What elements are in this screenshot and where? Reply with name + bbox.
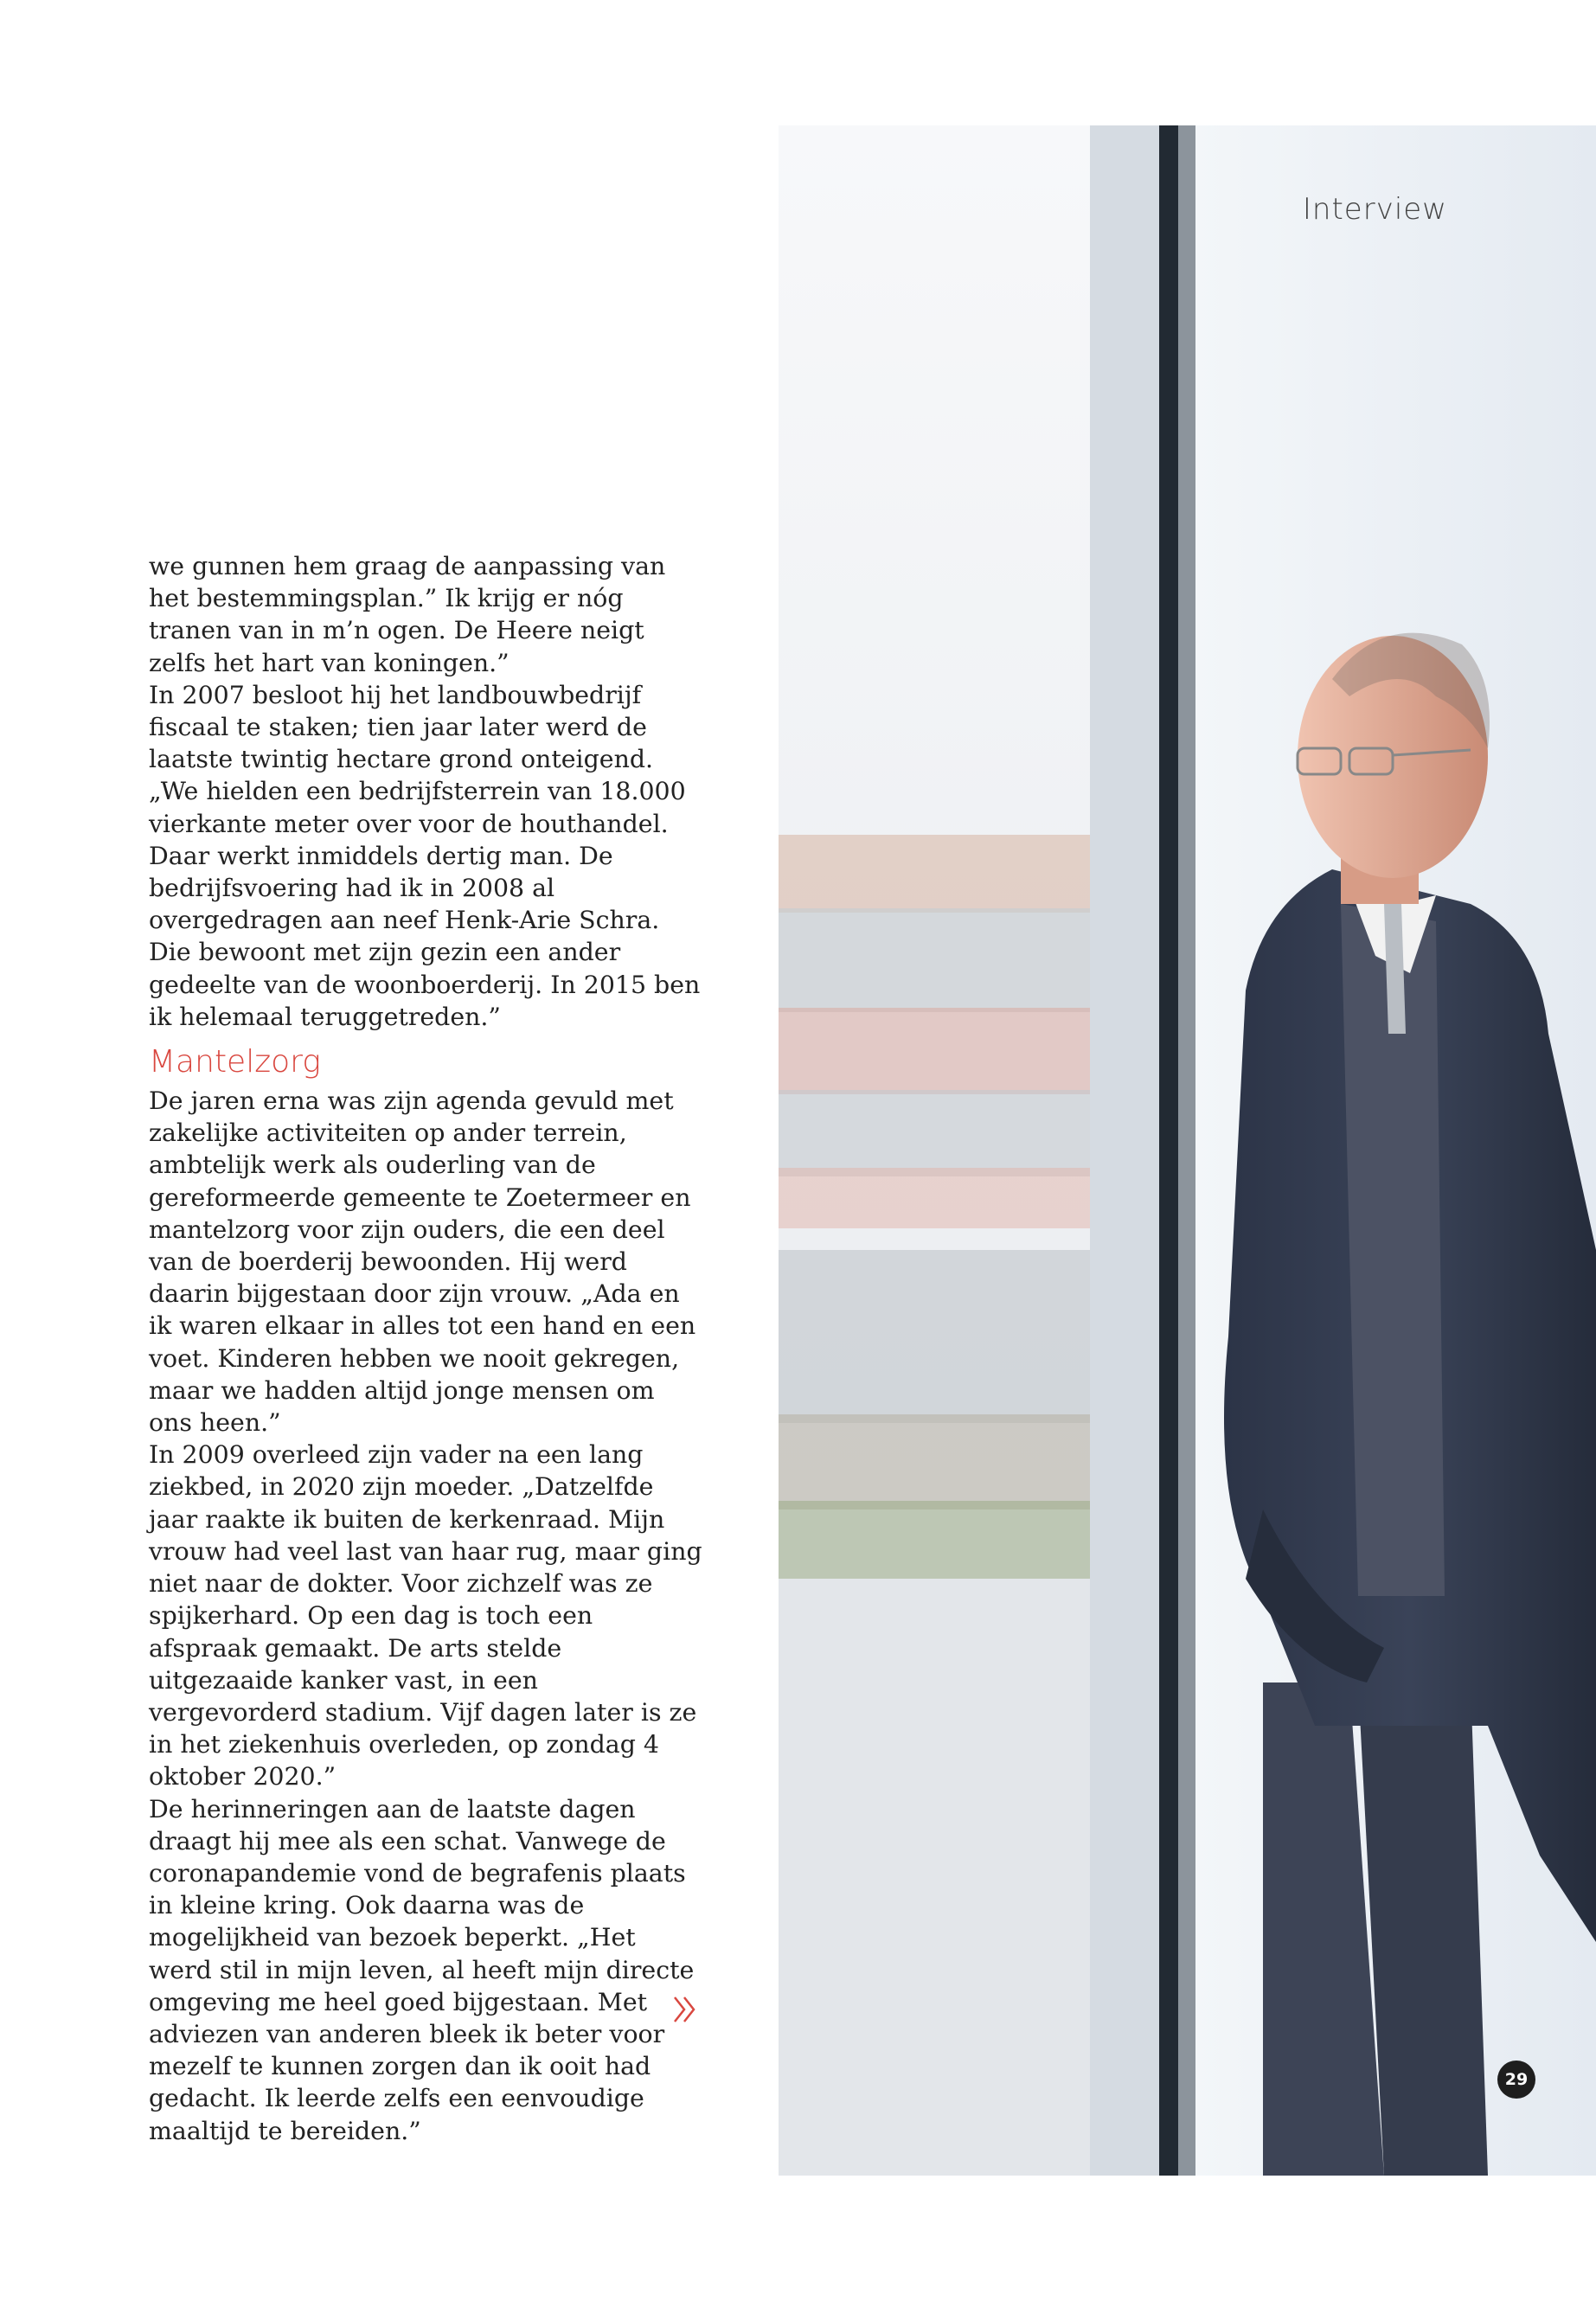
double-chevron-right-icon — [672, 1995, 698, 2024]
page-number: 29 — [1497, 2061, 1535, 2099]
subheading: Mantelzorg — [149, 1044, 321, 1080]
article-body — [149, 550, 702, 2147]
paragraph: In 2009 overleed zijn vader na een lang ziekbed, in 2020 zijn moeder. „Datzelfde jaar raakte ik buiten de kerkenraad. Mijn vrouw had veel last van haar rug, maar ging niet naar de dokter. Voor zichzelf was ze spijkerhard. Op een dag is toch een afspraak gemaakt. De arts stelde uitgezaaide kanker vast, in een vergevorderd stadium. Vijf dagen later is ze in het ziekenhuis overleden, op zondag 4 oktober 2020.” — [149, 1440, 702, 1791]
paragraph: we gunnen hem graag de aanpassing van het bestemmingsplan.” Ik krijg er nóg tranen van in m’n ogen. De Heere neigt zelfs het hart van koningen.” — [149, 552, 666, 677]
paragraph: De jaren erna was zijn agenda gevuld met zakelijke activiteiten op ander terrein, ambtelijk werk als ouderling van de gereformeerde gemeente te Zoetermeer en mantelzorg voor zijn ouders, die een deel van de boerderij bewoonden. Hij werd daarin bijgestaan door zijn vrouw. „Ada en ik waren elkaar in alles tot een hand en een voet. Kinderen hebben we nooit gekregen, maar we hadden altijd jonge mensen om ons heen.” — [149, 1086, 696, 1438]
section-label: Interview — [1302, 192, 1447, 227]
portrait-illustration — [779, 125, 1596, 2176]
portrait-photo — [779, 125, 1596, 2176]
paragraph: In 2007 besloot hij het landbouwbedrijf fiscaal te staken; tien jaar later werd de laatste twintig hectare grond onteigend. „We hielden een bedrijfsterrein van 18.000 vierkante meter over voor de houthandel. Daar werkt inmiddels dertig man. De bedrijfsvoering had ik in 2008 al overgedragen aan neef Henk-Arie Schra. Die bewoont met zijn gezin een ander gedeelte van de woonboerderij. In 2015 ben ik helemaal teruggetreden.” — [149, 680, 701, 1031]
paragraph: De herinneringen aan de laatste dagen draagt hij mee als een schat. Vanwege de coronapandemie vond de begrafenis plaats in kleine kring. Ook daarna was de mogelijkheid van bezoek beperkt. „Het werd stil in mijn leven, al heeft mijn directe omgeving me heel goed bijgestaan. Met adviezen van anderen bleek ik beter voor mezelf te kunnen zorgen dan ik ooit had gedacht. Ik leerde zelfs een eenvoudige maaltijd te bereiden.” — [149, 1794, 695, 2145]
